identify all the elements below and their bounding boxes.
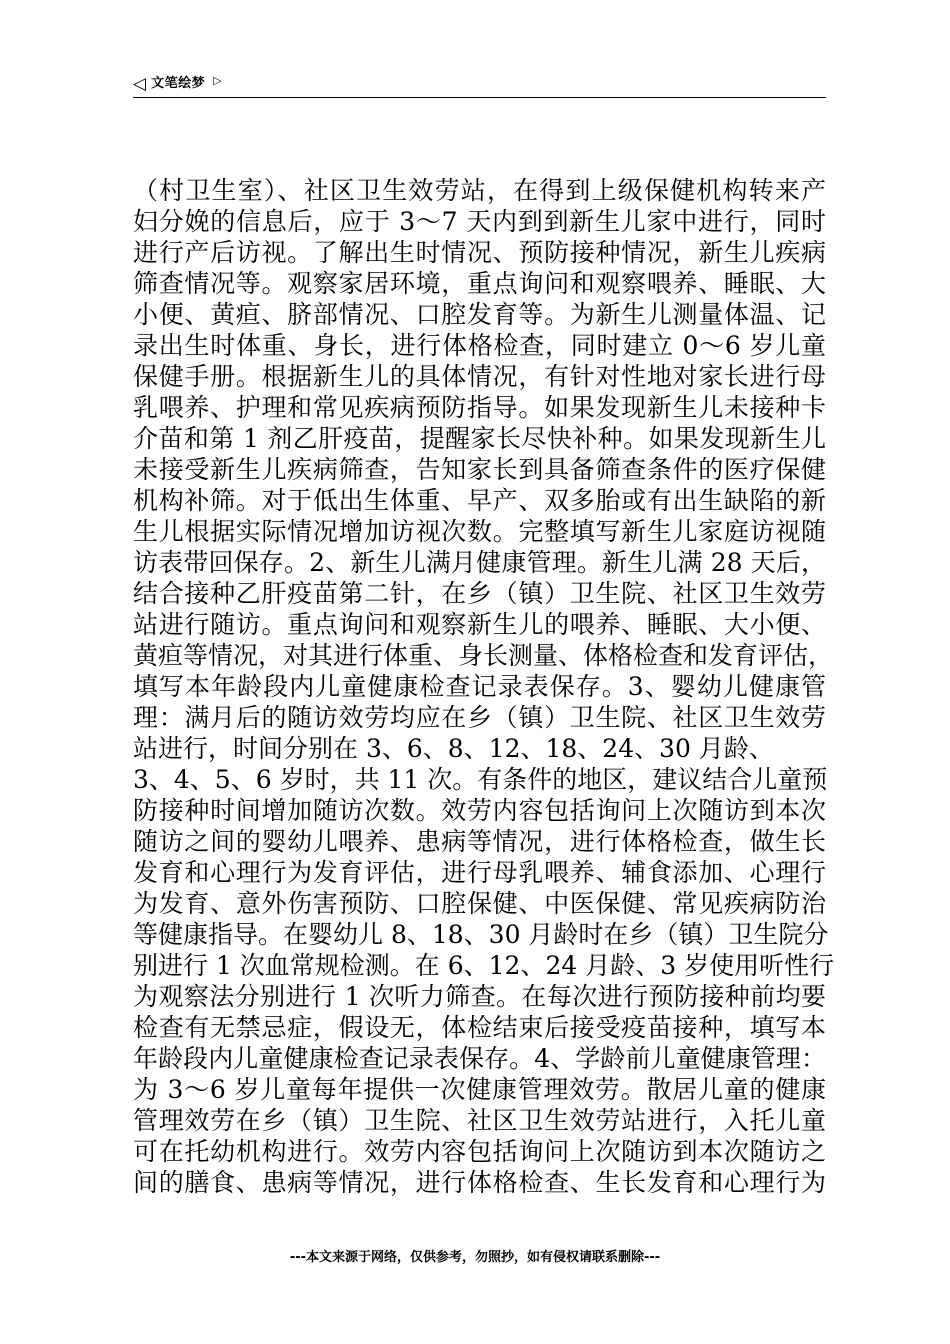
body-text [133, 175, 835, 1198]
text-line: 等健康指导。在婴幼儿 8、18、30 月龄时在乡（镇）卫生院分 [133, 920, 829, 949]
text-line: 随访之间的婴幼儿喂养、患病等情况，进行体格检查，做生长 [133, 827, 826, 856]
text-line: 防接种时间增加随访次数。效劳内容包括询问上次随访到本次 [133, 796, 826, 825]
text-line: 小便、黄疸、脐部情况、口腔发育等。为新生儿测量体温、记 [133, 300, 826, 329]
text-line: 填写本年龄段内儿童健康检查记录表保存。3、婴幼儿健康管 [133, 672, 826, 701]
footer-notice: ---本文来源于网络，仅供参考，勿照抄，如有侵权请联系删除--- [289, 1250, 661, 1265]
text-line: 3、4、5、6 岁时，共 11 次。有条件的地区，建议结合儿童预 [133, 765, 828, 794]
text-line: 未接受新生儿疾病筛查，告知家长到具备筛查条件的医疗保健 [133, 455, 826, 484]
text-line: 结合接种乙肝疫苗第二针，在乡（镇）卫生院、社区卫生效劳 [133, 579, 826, 608]
triangle-right-icon: ▷ [213, 74, 222, 87]
triangle-left-icon: ◁ [133, 74, 147, 94]
text-line: 别进行 1 次血常规检测。在 6、12、24 月龄、3 岁使用听性行 [133, 951, 835, 980]
header-divider [133, 97, 826, 98]
text-line: 站进行，时间分别在 3、6、8、12、18、24、30 月龄、 [133, 734, 774, 763]
header-title: 文笔绘梦 [151, 76, 206, 91]
text-line: 站进行随访。重点询问和观察新生儿的喂养、睡眠、大小便、 [133, 610, 826, 639]
text-line: 理：满月后的随访效劳均应在乡（镇）卫生院、社区卫生效劳 [133, 703, 826, 732]
text-line: 录出生时体重、身长，进行体格检查，同时建立 0～6 岁儿童 [133, 331, 826, 360]
text-line: 进行产后访视。了解出生时情况、预防接种情况，新生儿疾病 [133, 238, 826, 267]
page-header [133, 72, 222, 96]
text-line: 管理效劳在乡（镇）卫生院、社区卫生效劳站进行，入托儿童 [133, 1106, 826, 1135]
text-line: 发育和心理行为发育评估，进行母乳喂养、辅食添加、心理行 [133, 858, 826, 887]
text-line: 年龄段内儿童健康检查记录表保存。4、学龄前儿童健康管理： [133, 1044, 826, 1073]
text-line: 间的膳食、患病等情况，进行体格检查、生长发育和心理行为 [133, 1168, 826, 1197]
text-line: 为发育、意外伤害预防、口腔保健、中医保健、常见疾病防治 [133, 889, 826, 918]
text-line: 介苗和第 1 剂乙肝疫苗，提醒家长尽快补种。如果发现新生儿 [133, 424, 826, 453]
text-line: 乳喂养、护理和常见疾病预防指导。如果发现新生儿未接种卡 [133, 393, 826, 422]
text-line: 黄疸等情况，对其进行体重、身长测量、体格检查和发育评估， [133, 641, 834, 670]
text-line: 保健手册。根据新生儿的具体情况，有针对性地对家长进行母 [133, 362, 826, 391]
text-line: 筛查情况等。观察家居环境，重点询问和观察喂养、睡眠、大 [133, 269, 826, 298]
text-line: 访表带回保存。2、新生儿满月健康管理。新生儿满 28 天后， [133, 548, 826, 577]
text-line: 生儿根据实际情况增加访视次数。完整填写新生儿家庭访视随 [133, 517, 826, 546]
text-line: 妇分娩的信息后，应于 3～7 天内到到新生儿家中进行，同时 [133, 207, 826, 236]
text-line: 检查有无禁忌症，假设无，体检结束后接受疫苗接种，填写本 [133, 1013, 826, 1042]
text-line: （村卫生室）、社区卫生效劳站，在得到上级保健机构转来产 [133, 176, 826, 205]
text-line: 为 3～6 岁儿童每年提供一次健康管理效劳。散居儿童的健康 [133, 1075, 826, 1104]
text-line: 机构补筛。对于低出生体重、早产、双多胎或有出生缺陷的新 [133, 486, 826, 515]
text-line: 为观察法分别进行 1 次听力筛查。在每次进行预防接种前均要 [133, 982, 826, 1011]
text-line: 可在托幼机构进行。效劳内容包括询问上次随访到本次随访之 [133, 1137, 826, 1166]
